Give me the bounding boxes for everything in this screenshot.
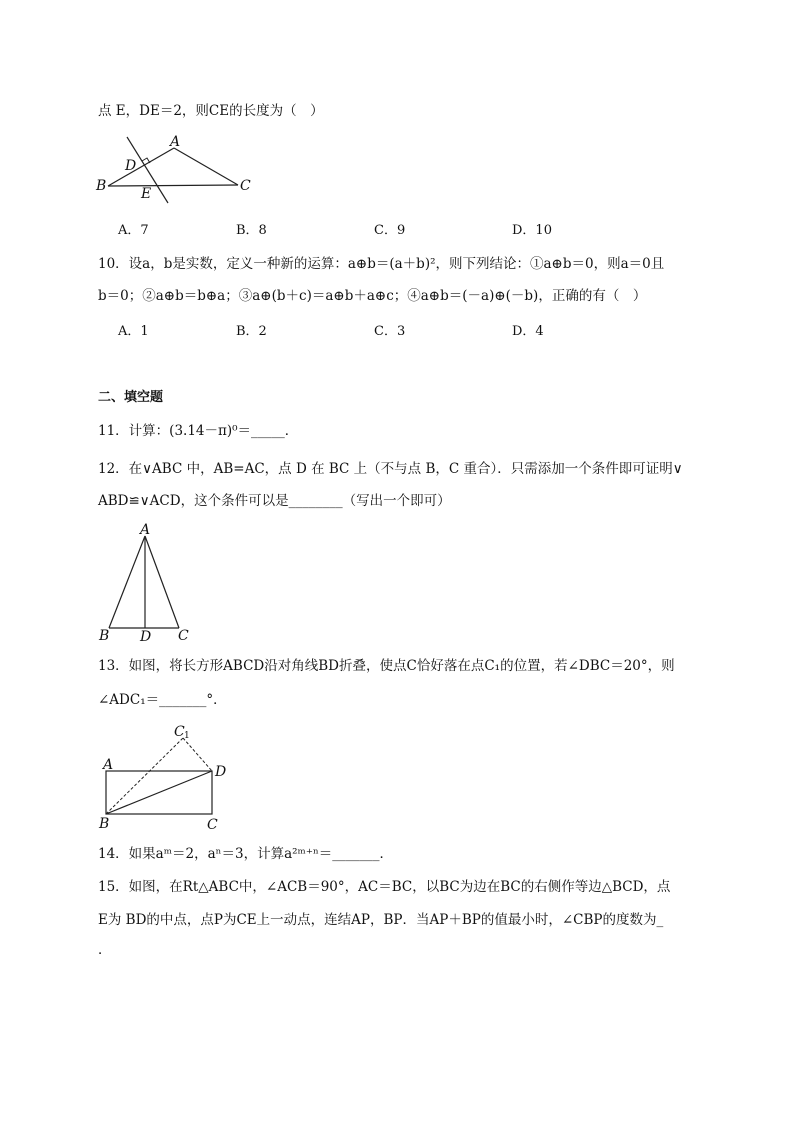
q12-label-a: A	[140, 522, 151, 538]
q10-line1: 10．设a，b是实数，定义一种新的运算：a⊕b＝(a＋b)²，则下列结论：①a⊕b＝0，则a＝0且	[98, 256, 665, 272]
q10-option-c: C．3	[374, 324, 406, 339]
q9-options	[118, 219, 678, 239]
q12-label-d: D	[140, 629, 152, 645]
q15-line3: ．	[98, 942, 112, 958]
q12-figure	[95, 520, 195, 645]
q13-label-c1-sub: 1	[184, 731, 190, 741]
q10-option-b: B．2	[236, 324, 267, 339]
q13-label-d: D	[215, 764, 227, 780]
q15-line2: E为 BD的中点，点P为CE上一动点，连结AP，BP．当AP＋BP的值最小时，∠CBP的度数为_	[98, 912, 664, 928]
q12-line2: ABD≌∨ACD，这个条件可以是________（写出一个即可）	[98, 493, 451, 509]
q12-label-c: C	[178, 628, 189, 644]
q9-option-c: C．9	[374, 223, 406, 238]
q12-line1: 12．在∨ABC 中，AB=AC，点 D 在 BC 上（不与点 B，C 重合）．只需添加一个条件即可证明∨	[98, 461, 683, 477]
q9-text: 点 E，DE＝2，则CE的长度为（ ）	[98, 103, 324, 119]
q11-text: 11．计算：(3.14－π)⁰＝_____．	[98, 423, 299, 439]
q10-option-d: D．4	[512, 324, 544, 339]
q13-figure	[95, 720, 245, 835]
q9-label-c: C	[240, 178, 251, 194]
q9-label-e: E	[141, 186, 152, 202]
q13-label-a: A	[103, 757, 114, 773]
q9-label-b: B	[96, 178, 107, 194]
q15-line1: 15．如图，在Rt△ABC中，∠ACB＝90°，AC＝BC，以BC为边在BC的右侧作等边△BCD，点	[98, 879, 671, 895]
q10-line2: b＝0；②a⊕b＝b⊕a；③a⊕(b＋c)＝a⊕b＋a⊕c；④a⊕b＝(－a)⊕(－b)，正确的有（ ）	[98, 288, 647, 304]
q9-label-d: D	[125, 158, 137, 174]
q13-label-c: C	[207, 817, 218, 833]
q9-figure	[92, 132, 262, 207]
q13-line1: 13．如图，将长方形ABCD沿对角线BD折叠，使点C恰好落在点C₁的位置，若∠DBC＝20°，则	[98, 658, 675, 674]
q9-label-a: A	[170, 134, 181, 150]
q10-options	[118, 320, 678, 340]
q10-option-a: A．1	[118, 324, 149, 339]
q13-label-b: B	[99, 816, 110, 832]
q14-text: 14．如果aᵐ＝2，aⁿ＝3，计算a²ᵐ⁺ⁿ＝_______．	[98, 846, 394, 862]
q9-option-d: D．10	[512, 223, 552, 238]
q13-line2: ∠ADC₁＝_______°．	[98, 692, 227, 708]
section-title: 二、填空题	[98, 390, 164, 405]
q9-option-a: A．7	[118, 223, 149, 238]
q9-option-b: B．8	[236, 223, 267, 238]
q13-label-c1: C	[174, 724, 185, 740]
q12-label-b: B	[99, 628, 110, 644]
